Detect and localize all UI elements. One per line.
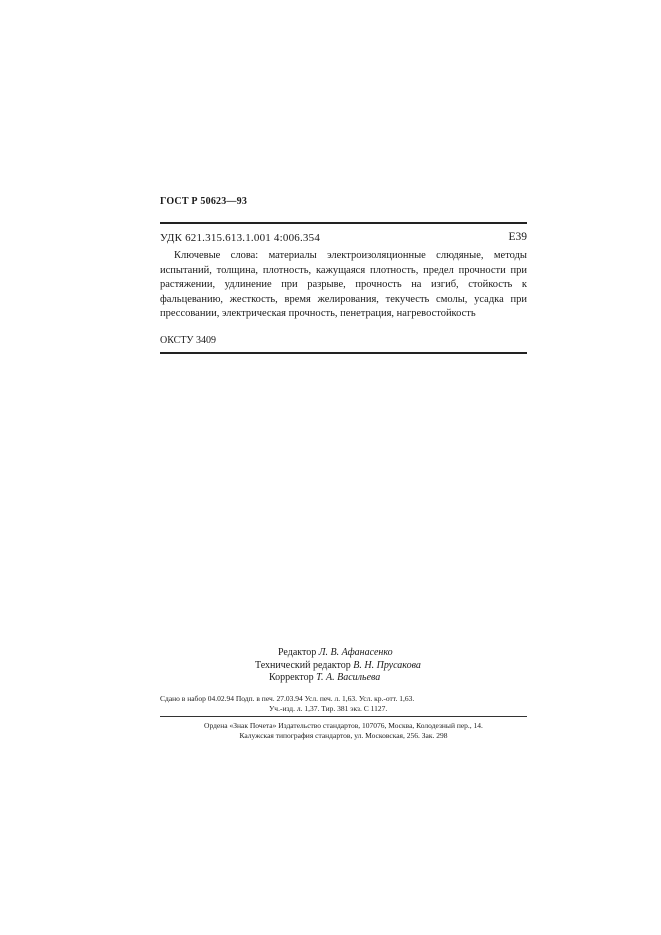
- tech-editor-line: [255, 660, 421, 673]
- editor-name: Л. В. Афанасенко: [318, 647, 393, 658]
- keywords-paragraph: Ключевые слова: материалы электроизоляционные слюдяные, методы испытаний, толщина, плотность, кажущаяся плотность, предел прочности при растяжении, удлинение при разрыве, прочность на изгиб, стойкость к фальцеванию, жесткость, время желирования, текучесть смолы, усадка при прессовании, электрическая прочность, пенетрация, нагревостойкость: [160, 250, 527, 319]
- printer-line-1: Ордена «Знак Почета» Издательство стандартов, 107076, Москва, Колодезный пер., 14.: [204, 721, 483, 730]
- imprint-line-2: Уч.-изд. л. 1,37. Тир. 381 экз. С 1127.: [269, 703, 388, 713]
- imprint-line-1: Сдано в набор 04.02.94 Подп. в печ. 27.03.94 Усл. печ. л. 1,63. Усл. кр.-отт. 1,63.: [160, 694, 415, 703]
- editor-label: Редактор: [278, 647, 317, 658]
- corrector-name: Т. А. Васильева: [316, 672, 381, 683]
- editor-line: [255, 647, 421, 660]
- imprint-rule: [160, 716, 527, 717]
- okstu-code: ОКСТУ 3409: [160, 335, 217, 346]
- tech-editor-name: В. Н. Прусакова: [353, 659, 421, 671]
- gost-designation: ГОСТ Р 50623—93: [160, 196, 248, 207]
- credits-block: [255, 647, 421, 685]
- classification-code: Е39: [508, 231, 527, 243]
- printer-line-2: Калужская типография стандартов, ул. Московская, 256. Зак. 298: [239, 730, 448, 740]
- top-rule: [160, 222, 527, 224]
- udk-code: УДК 621.315.613.1.001 4:006.354: [160, 232, 321, 244]
- corrector-line: [255, 672, 421, 685]
- corrector-label: Корректор: [269, 672, 314, 683]
- imprint-block: [160, 694, 527, 713]
- tech-editor-label: Технический редактор: [255, 659, 351, 671]
- printer-block: [160, 721, 527, 740]
- bottom-rule: [160, 352, 527, 354]
